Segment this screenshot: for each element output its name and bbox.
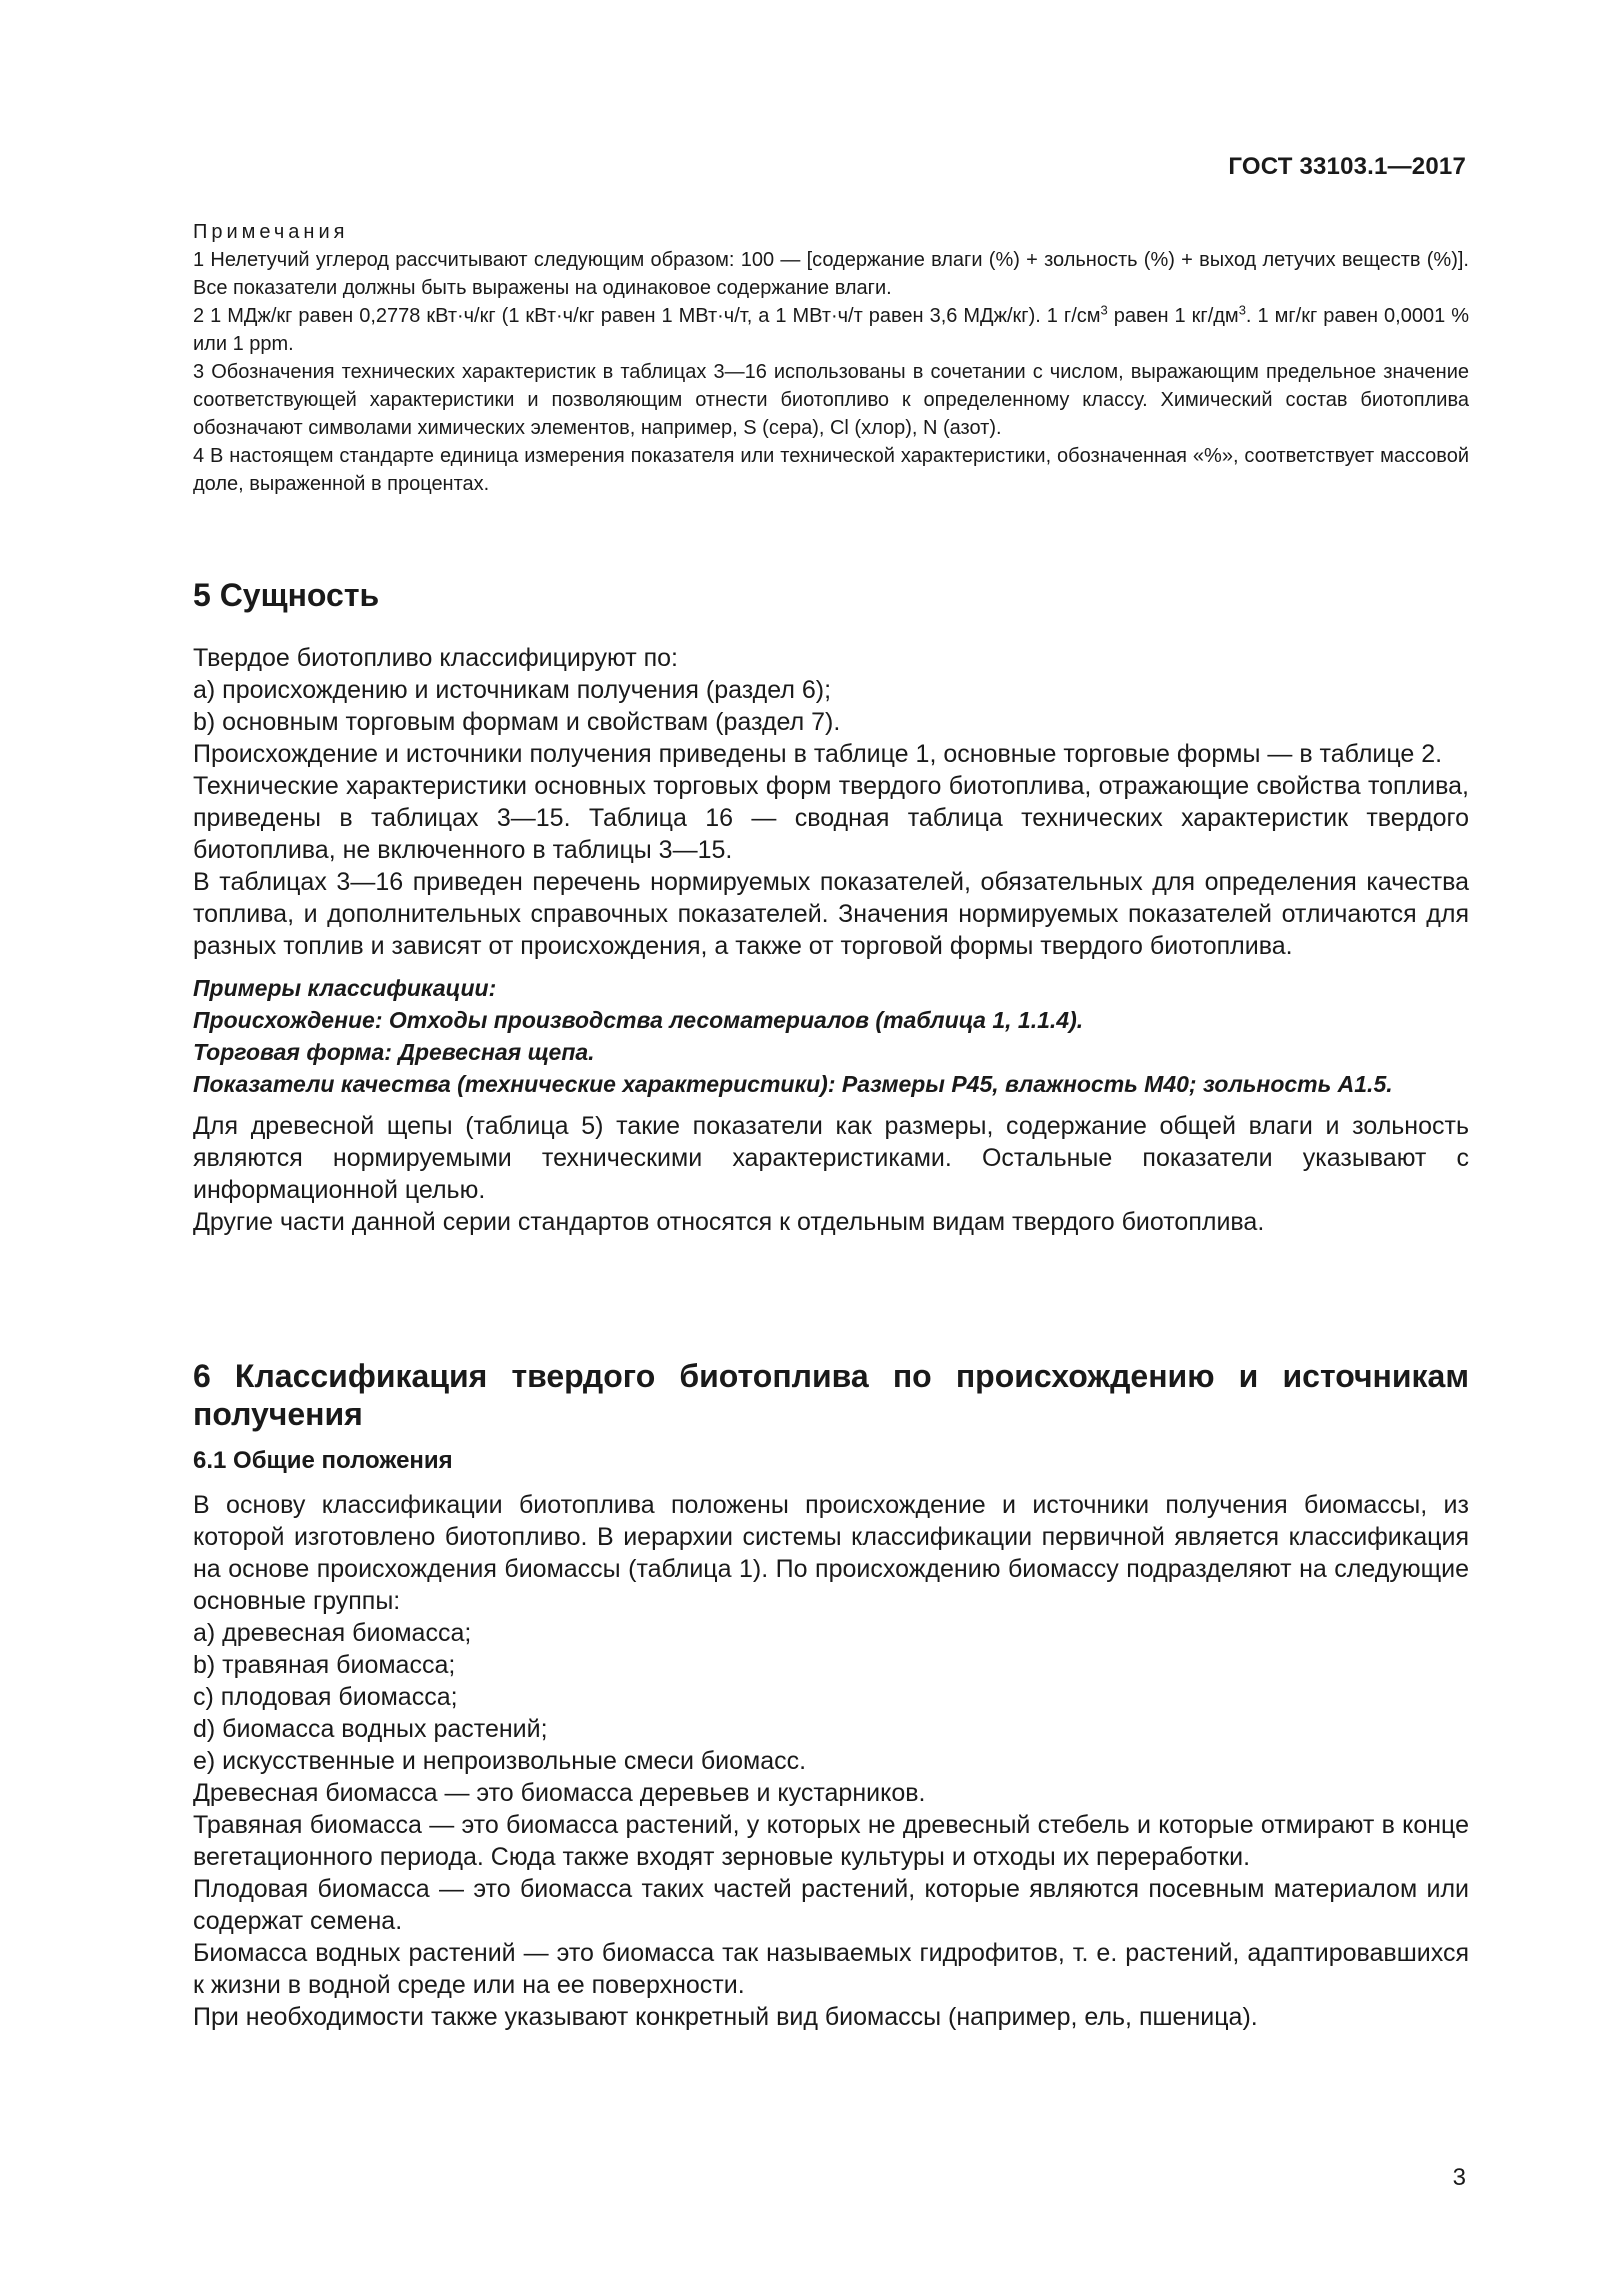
section-5-heading: 5 Сущность bbox=[193, 577, 380, 613]
example-title: Примеры классификации: bbox=[193, 975, 497, 1001]
notes-block bbox=[193, 218, 1469, 498]
section-6-list-b: b) травяная биомасса; bbox=[193, 1651, 456, 1679]
section-6 bbox=[193, 1357, 1469, 2033]
section-6-paragraph: Плодовая биомасса — это биомасса таких частей растений, которые являются посевным материалом или содержат семена. bbox=[193, 1875, 1469, 1935]
example-origin: Происхождение: Отходы производства лесоматериалов (таблица 1, 1.1.4). bbox=[193, 1007, 1084, 1033]
section-5-intro: Твердое биотопливо классифицируют по: bbox=[193, 644, 678, 672]
section-6-list-c: c) плодовая биомасса; bbox=[193, 1683, 458, 1711]
note-2 bbox=[193, 302, 1469, 358]
note-2-part-c: . 1 мг/кг равен 0,0001 % или 1 ppm. bbox=[193, 305, 1469, 355]
section-5-list-b: b) основным торговым формам и свойствам (раздел 7). bbox=[193, 708, 841, 736]
section-5-paragraph: Другие части данной серии стандартов относятся к отдельным видам твердого биотоплива. bbox=[193, 1208, 1265, 1236]
section-6-heading: 6 Классификация твердого биотоплива по происхождению и источникам получения bbox=[193, 1358, 1469, 1432]
section-6-paragraph: Травяная биомасса — это биомасса растений, у которых не древесный стебель и которые отмирают в конце вегетационного периода. Сюда также входят зерновые культуры и отходы их переработки. bbox=[193, 1811, 1469, 1871]
page-number: 3 bbox=[1452, 2164, 1466, 2191]
section-6-paragraph: Древесная биомасса — это биомасса деревьев и кустарников. bbox=[193, 1779, 926, 1807]
section-6-list-d: d) биомасса водных растений; bbox=[193, 1715, 548, 1743]
section-5-list-a: a) происхождению и источникам получения (раздел 6); bbox=[193, 676, 832, 704]
note-2-sup-1: 3 bbox=[1100, 302, 1108, 318]
note-1: 1 Нелетучий углерод рассчитывают следующим образом: 100 — [содержание влаги (%) + зольность (%) + выход летучих веществ (%)]. Все показатели должны быть выражены на одинаковое содержание влаги. bbox=[193, 249, 1469, 299]
section-6-list-a: a) древесная биомасса; bbox=[193, 1619, 472, 1647]
notes-title-text: Примечания bbox=[193, 221, 349, 243]
note-4: 4 В настоящем стандарте единица измерения показателя или технической характеристики, обозначенная «%», соответствует массовой доле, выраженной в процентах. bbox=[193, 445, 1469, 495]
note-2-sup-2: 3 bbox=[1238, 302, 1246, 318]
section-5 bbox=[193, 576, 1469, 1238]
section-5-paragraph: Для древесной щепы (таблица 5) такие показатели как размеры, содержание общей влаги и зольность являются нормируемыми техническими характеристиками. Остальные показатели указывают с информационной целью. bbox=[193, 1112, 1469, 1204]
section-5-paragraph: Происхождение и источники получения приведены в таблице 1, основные торговые формы — в таблице 2. bbox=[193, 740, 1443, 768]
section-5-paragraph: В таблицах 3—16 приведен перечень нормируемых показателей, обязательных для определения качества топлива, и дополнительных справочных показателей. Значения нормируемых показателей отличаются для разных топлив и зависят от происхождения, а также от торговой формы твердого биотоплива. bbox=[193, 868, 1469, 960]
example-quality: Показатели качества (технические характеристики): Размеры P45, влажность M40; зольность A1.5. bbox=[193, 1071, 1393, 1097]
section-5-paragraph: Технические характеристики основных торговых форм твердого биотоплива, отражающие свойства топлива, приведены в таблицах 3—15. Таблица 16 — сводная таблица технических характеристик твердого биотоплива, не включенного в таблицы 3—15. bbox=[193, 772, 1469, 864]
document-code: ГОСТ 33103.1—2017 bbox=[1228, 153, 1466, 180]
section-6-paragraph: В основу классификации биотоплива положены происхождение и источники получения биомассы, из которой изготовлено биотопливо. В иерархии системы классификации первичной является классификация на основе происхождения биомассы (таблица 1). По происхождению биомассу подразделяют на следующие основные группы: bbox=[193, 1491, 1469, 1615]
note-2-part-a: 2 1 МДж/кг равен 0,2778 кВт·ч/кг (1 кВт·ч/кг равен 1 МВт·ч/т, а 1 МВт·ч/т равен 3,6 МДж/кг). 1 г/см bbox=[193, 305, 1101, 327]
notes-title bbox=[193, 218, 1469, 246]
section-6-paragraph: Биомасса водных растений — это биомасса так называемых гидрофитов, т. е. растений, адаптировавшихся к жизни в водной среде или на ее поверхности. bbox=[193, 1939, 1469, 1999]
section-6-list-e: e) искусственные и непроизвольные смеси биомасс. bbox=[193, 1747, 807, 1775]
example-form: Торговая форма: Древесная щепа. bbox=[193, 1039, 595, 1065]
subsection-6-1-heading: 6.1 Общие положения bbox=[193, 1447, 453, 1474]
section-6-paragraph: При необходимости также указывают конкретный вид биомассы (например, ель, пшеница). bbox=[193, 2003, 1258, 2031]
note-2-part-b: равен 1 кг/дм bbox=[1107, 305, 1239, 327]
note-3: 3 Обозначения технических характеристик в таблицах 3—16 использованы в сочетании с числом, выражающим предельное значение соответствующей характеристики и позволяющим отнести биотопливо к определенному классу. Химический состав биотоплива обозначают символами химических элементов, например, S (сера), Cl (хлор), N (азот). bbox=[193, 361, 1469, 439]
